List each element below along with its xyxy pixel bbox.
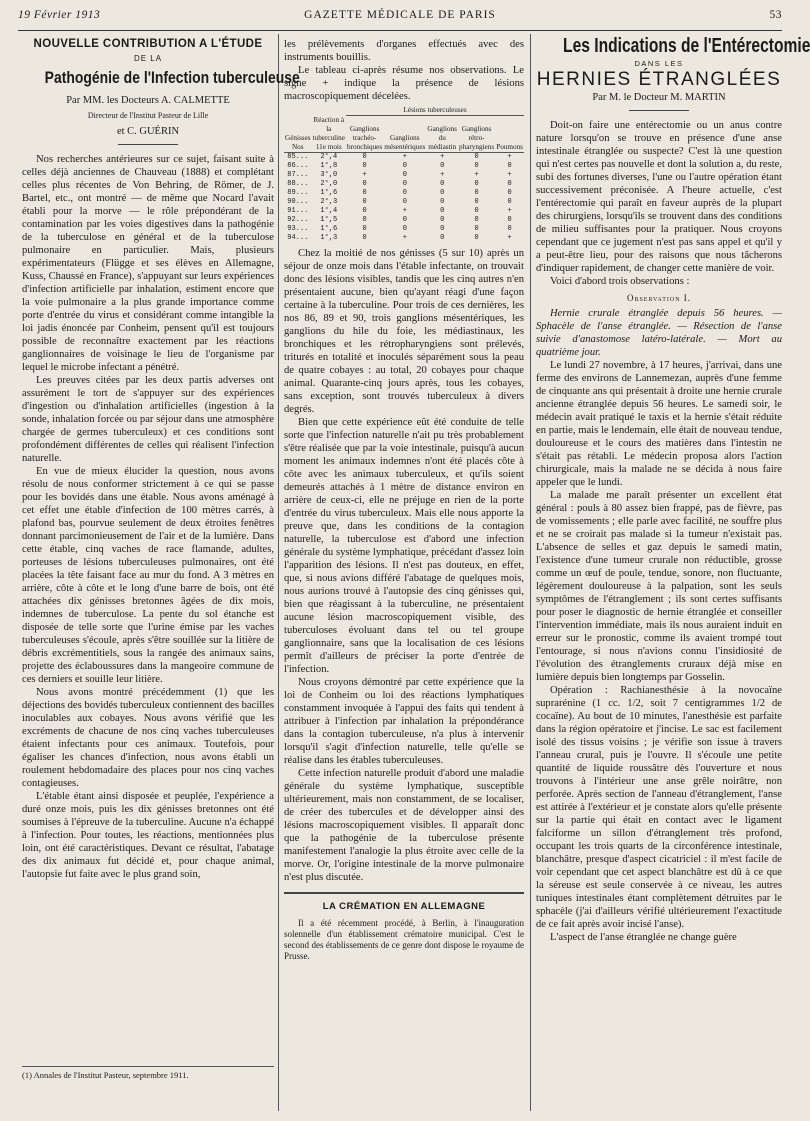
table-cell: 0 [474, 233, 479, 242]
table-cell: + [507, 170, 512, 179]
table-row [284, 234, 524, 243]
journal-title: GAZETTE MÉDICALE DE PARIS [304, 9, 496, 21]
running-header [18, 7, 782, 29]
column-2 [284, 38, 524, 1113]
article2-title: Les Indications de l'Entérectomie [563, 35, 810, 57]
table-cell: 2°,0 [320, 179, 338, 188]
title-separator [118, 144, 178, 145]
column2-paragraph: Nous croyons démontré par cette expérience que la loi de Conheim ou loi des réactions lymphatiques constamment invoquée à l'appui des faits qui tendent à attribuer à l'infection par inhalation la prépondérance dans la contagion tuberculeuse, n'a plus à intervenir lorsqu'il s'agit d'infection naturelle, telle qu'elle se réalise dans les étables tuberculeuses. [284, 676, 524, 766]
table-cell: 88... [287, 179, 309, 188]
table-cell: 0 [507, 215, 512, 224]
table-cell: 0 [440, 224, 445, 233]
cremation-text: Il a été récemment procédé, à Berlin, à l'inauguration solennelle d'un établissement crématoire municipal. C'est le second des établissements de ce genre dont dispose le royaume de Prusse. [284, 917, 524, 961]
table-cell: 0 [474, 197, 479, 206]
table-cell: 87... [287, 170, 309, 179]
table-row [284, 207, 524, 216]
column2-intro: Le tableau ci-après résume nos observations. Le signe + indique la présence de lésions macroscopiquement décelées. [284, 65, 524, 102]
table-cell: 86... [287, 161, 309, 170]
table-cell: 89... [287, 188, 309, 197]
table-cell: 2°,3 [320, 197, 338, 206]
article2-paragraph: Voici d'abord trois observations : [550, 276, 690, 287]
column2-paragraph: Cette infection naturelle produit d'abord une maladie générale du système lymphatique, susceptible ultérieurement, mais non constamment, de se localiser, de créer des tubercules et de développer ainsi des lésions macroscopiquement visibles. Il apparaît donc que la pathogénie de la tuberculose présente manifestement l'analogie la plus étroite avec celle de la morve. Or, l'origine intestinale de la morve pulmonaire n'est plus discutée. [284, 767, 524, 883]
table-row [284, 171, 524, 180]
table-cell: + [507, 152, 512, 161]
table-cell: 3°,0 [320, 170, 338, 179]
table-cell: 85... [287, 152, 309, 161]
article1-authors: Par MM. les Docteurs A. CALMETTE [66, 95, 230, 106]
article1-title-line1: NOUVELLE CONTRIBUTION A L'ÉTUDE [33, 38, 263, 50]
table-cell: 0 [507, 197, 512, 206]
table-cell: 0 [402, 179, 407, 188]
table-cell: + [402, 152, 407, 161]
footnote: (1) Annales de l'Institut Pasteur, septembre 1911. [22, 1066, 274, 1080]
column-3 [536, 35, 810, 1113]
table-cell: 0 [474, 179, 479, 188]
table-cell: + [507, 233, 512, 242]
table-cell: 0 [474, 224, 479, 233]
table-header: Ganglions mésentériques [383, 116, 426, 153]
table-cell: 1°,3 [320, 233, 338, 242]
table-cell: 0 [440, 179, 445, 188]
article1-paragraph: Nous avons montré précédemment (1) que les déjections des bovidés tuberculeux contiennent des bacilles inoculables aux cobayes. Nous avons vérifié que les excréments de chacune de nos cinq vaches tuberculeuses étaient infectants pour ces animaux. Toutefois, pour égaliser les chances d'infection, nous avons établi un roulement hebdomadaire des places pour nos cinq vaches contagieuses. [22, 687, 274, 789]
table-cell: 1°,8 [320, 161, 338, 170]
table-cell: 0 [474, 161, 479, 170]
article2-paragraph: Doit-on faire une entérectomie ou un anus contre nature lorsqu'on se trouve en présence d'une anse intestinale étranglée ou suspecte? C'est là une question qui n'est certes pas nouvelle et dont la solution a, du reste, subi des fortunes diverses, l'une ou l'autre opération étant successivement préconisée. A l'heure actuelle, c'est l'entérectomie qui paraît en faveur auprès de la plupart des chirurgiens, lorsqu'ils se trouvent dans des conditions de milieu suffisantes pour la pratiquer. Nous croyons cependant que ce jugement n'est pas sans appel et qu'il y a peut-être lieu, pour des raisons que nous tâcherons d'indiquer rapidement, de changer cette manière de voir. [536, 120, 782, 274]
table-cell: 0 [474, 152, 479, 161]
header-rule [18, 30, 782, 31]
table-cell: 0 [402, 224, 407, 233]
table-row [284, 152, 524, 162]
table-row [284, 180, 524, 189]
table-cell: 0 [362, 179, 367, 188]
column2-paragraph: Chez la moitié de nos génisses (5 sur 10) après un séjour de onze mois dans l'étable infectante, on trouvait donc des lésions visibles, tandis que les cinq autres n'en présentaient aucune, bien qu'ayant réagi d'une façon certaine à la tuberculine. Pour trois de ces dernières, les nos 86, 89 et 90, trois ganglions mésentériques, les ganglions du hile du foie, les médiastinaux, les bronchiques et les rétropharyngiens sont prélevés, triturés en totalité et inoculés séparément sous la peau de quatre cobayes : au total, 20 cobayes pour chaque animal. Quarante-cinq jours après, tous les cobayes, sans exception, sont trouvés tuberculeux à divers degrés. [284, 247, 524, 415]
article2-paragraph: L'aspect de l'anse étranglée ne change guère [550, 932, 737, 943]
table-cell: + [362, 170, 367, 179]
article2-subtitle: HERNIES ÉTRANGLÉES [536, 69, 782, 90]
article1-paragraph: L'étable étant ainsi disposée et peuplée, l'expérience a duré onze mois, puis les dix génisses bretonnes ont été soumises à l'épreuve de la tuberculine. Aucune n'a échappé à l'infection. Pour toutes, les réactions, mentionnées plus loin, ont été caractéristiques. Devant ce résultat, l'abatage des dix animaux fut décidé et, pour chaque animal, l'autopsie fut faite avec le plus grand soin, [22, 791, 274, 880]
table-cell: + [402, 233, 407, 242]
table-cell: 0 [362, 161, 367, 170]
table-span-header: Lésions tuberculeuses [346, 106, 524, 116]
article2-dans-les: DANS LES [634, 59, 684, 68]
column-divider-1 [278, 34, 279, 1111]
article2-paragraph: Opération : Rachianesthésie à la novocaïne suprarénine (1 cc. 1/2, soit 7 centigrammes 1/2 de cocaïne). Au bout de 10 minutes, l'anesthésie est parfaite dans la région opératoire et j'incise. Le sac est facilement isolé des tissus voisins ; je vérifie son issue à travers l'anneau crural, puis je l'ouvre. Il s'écoule une petite quantité de liquide roussâtre dès l'ouverture et nous trouvons à l'intérieur une anse grêle noirâtre, non perforée. Après section de l'anneau d'étranglement, l'anse est attirée à l'extérieur et je constate alors qu'elle présente sur la partie qui était en contact avec le ligament falciforme un sillon d'étranglement très profond, occupant les trois quarts de la circonférence intestinale, blanchâtre, presque d'aspect cicatriciel : il m'est facile de voir cependant que cet aspect blanchâtre est dû à ce que la séreuse est seule conservée à ce niveau, les autres tuniques intestinales étant complètement détruites par le sphacèle (j'ai d'ailleurs vérifié ultérieurement l'exactitude de ce fait après avoir incisé l'anse). [536, 685, 782, 930]
table-cell: 0 [440, 206, 445, 215]
table-cell: 0 [507, 188, 512, 197]
table-row [284, 216, 524, 225]
table-row [284, 225, 524, 234]
table-cell: + [402, 206, 407, 215]
observation-summary: Hernie crurale étranglée depuis 56 heures. — Sphacèle de l'anse étranglée. — Résection de l'anse suivie d'anastomose latéro-latérale. — Mort au quatrième jour. [536, 308, 782, 358]
table-cell: 0 [440, 161, 445, 170]
column2-intro: les prélèvements d'organes effectués avec des instruments bouillis. [284, 39, 524, 63]
article2-paragraph: Le lundi 27 novembre, à 17 heures, j'arrivai, dans une ferme des environs de Lannemezan, auprès d'une femme de cinquante ans qui présentait à droite une hernie crurale ancienne étranglée depuis 56 heures. Le samedi soir, le médecin avait pratiqué le taxis et la hernie s'était réduite en partie, mais le lendemain, elle était de nouveau tendue, douloureuse et le cours des matières dans l'intestin ne s'était pas rétabli. Le médecin proposa alors l'action chirurgicale, mais la malade ne se décida à nous faire appeler que le lundi. [536, 360, 782, 488]
table-cell: 1°,4 [320, 206, 338, 215]
table-cell: + [507, 206, 512, 215]
table-cell: 0 [474, 215, 479, 224]
table-cell: 0 [362, 233, 367, 242]
table-cell: 0 [507, 224, 512, 233]
column-divider-2 [530, 34, 531, 1111]
table-cell: 1°,5 [320, 215, 338, 224]
table-row [284, 162, 524, 171]
cremation-title: LA CRÉMATION EN ALLEMAGNE [322, 900, 486, 912]
table-cell: 0 [362, 188, 367, 197]
table-cell: + [440, 152, 445, 161]
table-cell: 1°,6 [320, 224, 338, 233]
table-header: Ganglions rétro-pharyngiens [458, 116, 495, 153]
table-cell: 0 [402, 161, 407, 170]
table-cell: 0 [402, 170, 407, 179]
table-cell: 0 [402, 188, 407, 197]
lesions-table [284, 106, 524, 243]
table-cell: 0 [362, 197, 367, 206]
table-cell: 0 [402, 197, 407, 206]
table-cell: 0 [440, 188, 445, 197]
table-cell: 0 [440, 215, 445, 224]
table-header: Ganglions trachéo-bronchiques [346, 116, 383, 153]
table-cell: 0 [474, 206, 479, 215]
table-cell: + [474, 170, 479, 179]
cremation-section [284, 892, 524, 962]
table-cell: 0 [402, 215, 407, 224]
table-cell: + [440, 170, 445, 179]
table-header: Ganglions du médiastin [426, 116, 458, 153]
table-cell: 92... [287, 215, 309, 224]
article1-paragraph: Nos recherches antérieures sur ce sujet, faisant suite à celles déjà anciennes de Chauveau (1888) et complétant celles plus récentes de Von Behring, de Römer, de J. Bartel, etc., ont montré — de même que Nocard l'avait établi pour la morve — le rôle prépondérant de la contamination par les voies digestives dans la pathogénie de la tuberculose en général et de la tuberculose pulmonaire en particulier. Mais, plusieurs expérimentateurs (Flügge et ses élèves en Allemagne, Kuss, Chaussé en France), s'appuyant sur leurs expériences d'infection artificielle par inhalation, estiment encore que la voie pulmonaire a la plus grande importance comme porte d'entrée du virus et considérant comme intangible la loi jadis énoncée par Conheim, pensent qu'il est toujours possible de reconnaître exactement par les réactions ganglionnaires de voisinage le lieu de l'organisme par lequel le microbe infectant a pénétré. [22, 154, 274, 373]
table-cell: 0 [507, 161, 512, 170]
table-cell: 93... [287, 224, 309, 233]
table-header: Réaction à la tuberculine 11e mois [312, 115, 345, 151]
article2-author: Par M. le Docteur M. MARTIN [592, 92, 726, 103]
table-cell: 0 [362, 224, 367, 233]
table-cell: 0 [507, 179, 512, 188]
page-number: 53 [769, 9, 782, 21]
table-cell: 2°,4 [320, 152, 338, 161]
article1-paragraph: En vue de mieux élucider la question, nous avons résolu de nous conformer strictement à ce qui se passe pour les bovidés dans une étable. Nous avons aménagé à cet effet une étable d'infection de 100 mètres carrés, à plafond bas, pourvue seulement de deux étroites fenêtres donnant parcimonieusement de l'air et de la lumière. Dans cette étable, cinq vaches de race flamande, adultes, porteuses de lésions tuberculeuses pulmonaires, ont été placées la tête faisant face au mur du fond. A 3 mètres en arrière, côte à côte et le long d'une barre de bois, ont été attachées dix génisses bretonnes âgées de dix mois, indemnes de tuberculose. La pente du sol étanche est disposée de telle sorte que l'urine émise par les vaches tuberculeuses s'écoule, après s'être souillée sur la litière de débris excrémentitiels, sous la rangée des animaux sains, projette des éclaboussures dans la mangeoire commune de ces derniers et souille leur litière. [22, 466, 274, 685]
article2-paragraph: La malade me paraît présenter un excellent état général : pouls à 80 assez bien frappé, pas de fièvre, pas de vomissements ; elle parle avec facilité, ne souffre plus et ne se croirait pas malade si la tumeur n'existait pas. L'absence de selles et gaz depuis le samedi matin, l'existence d'une tumeur crurale non réductible, grosse comme un œuf de poule, tendue, sonore, non fluctuante, légèrement douloureuse à la palpation, sont les seuls symptômes de l'étranglement ; ils sont certes suffisants pour poser le diagnostic de hernie étranglée et conseiller l'intervention immédiate, mais ils nous auraient induit en erreur sur le pronostic, comme ils avaient trompé tout l'entourage, si nous n'avions connu l'insidiosité de l'évolution des étranglements cruraux déjà mise en lumière depuis bien longtemps par Gosselin. [536, 490, 782, 683]
article1-title-main: Pathogénie de l'Infection tuberculeuse [44, 68, 300, 87]
lesions-table-body [284, 152, 524, 243]
table-cell: 94... [287, 233, 309, 242]
table-cell: 1°,6 [320, 188, 338, 197]
table-cell: 0 [362, 206, 367, 215]
table-cell: 90... [287, 197, 309, 206]
table-cell: 91... [287, 206, 309, 215]
article1-paragraph: Les preuves citées par les deux partis adverses ont assurément le tort de s'appuyer sur des expériences d'ingestion ou d'inhalation artificielles (ingestion à la sonde, inhalation forcée ou par séjour dans une atmosphère chargée de germes tuberculeux) et ces conditions sont profondément différentes de celles qui réalisent l'infection naturelle. [22, 375, 274, 464]
table-cell: 0 [362, 152, 367, 161]
column2-paragraph: Bien que cette expérience eût été conduite de telle sorte que l'infection naturelle n'ait pu très probablement s'être réalisée que par la voie intestinale, puisqu'à aucun moment les animaux indemnes n'ont été placés côte à côte avec les animaux tuberculeux, et qu'ils soient demeurés attachés à 1 mètre de distance environ en arrière de ceux-ci, elle ne préjuge en rien de la porte d'entrée du virus tuberculeux. Mais elle nous apporte la preuve que, dans les conditions de la contagion naturelle, la tuberculose est d'abord une infection générale du système lymphatique, précédant d'assez loin l'apparition des lésions. Il n'est pas douteux, en effet, que, si nous avions différé l'abatage de quelques mois, nous aurions trouvé à l'autopsie des cinq génisses qui, bien que réagissant à la tuberculine, ne présentaient aucune lésion macroscopiquement visible, des tuberculoses évoluant dans tel ou tel groupe ganglionnaire, sans que la localisation de ces lésions permît d'ailleurs de préciser la porte d'entrée de l'infection. [284, 416, 524, 675]
table-row [284, 198, 524, 207]
table-cell: 0 [440, 233, 445, 242]
table-cell: 0 [474, 188, 479, 197]
observation-title: Observation I. [626, 293, 692, 303]
table-cell: 0 [440, 197, 445, 206]
table-header: Poumons [495, 116, 524, 153]
table-row [284, 189, 524, 198]
issue-date: 19 Février 1913 [18, 9, 101, 21]
article1-title-line2: DE LA [133, 54, 163, 63]
title-separator [629, 110, 689, 111]
table-cell: 0 [362, 215, 367, 224]
table-header: Génisses Nos [284, 116, 312, 153]
article1-affiliation: Directeur de l'Institut Pasteur de Lille [87, 111, 209, 120]
article1-author2: et C. GUÉRIN [116, 126, 180, 137]
